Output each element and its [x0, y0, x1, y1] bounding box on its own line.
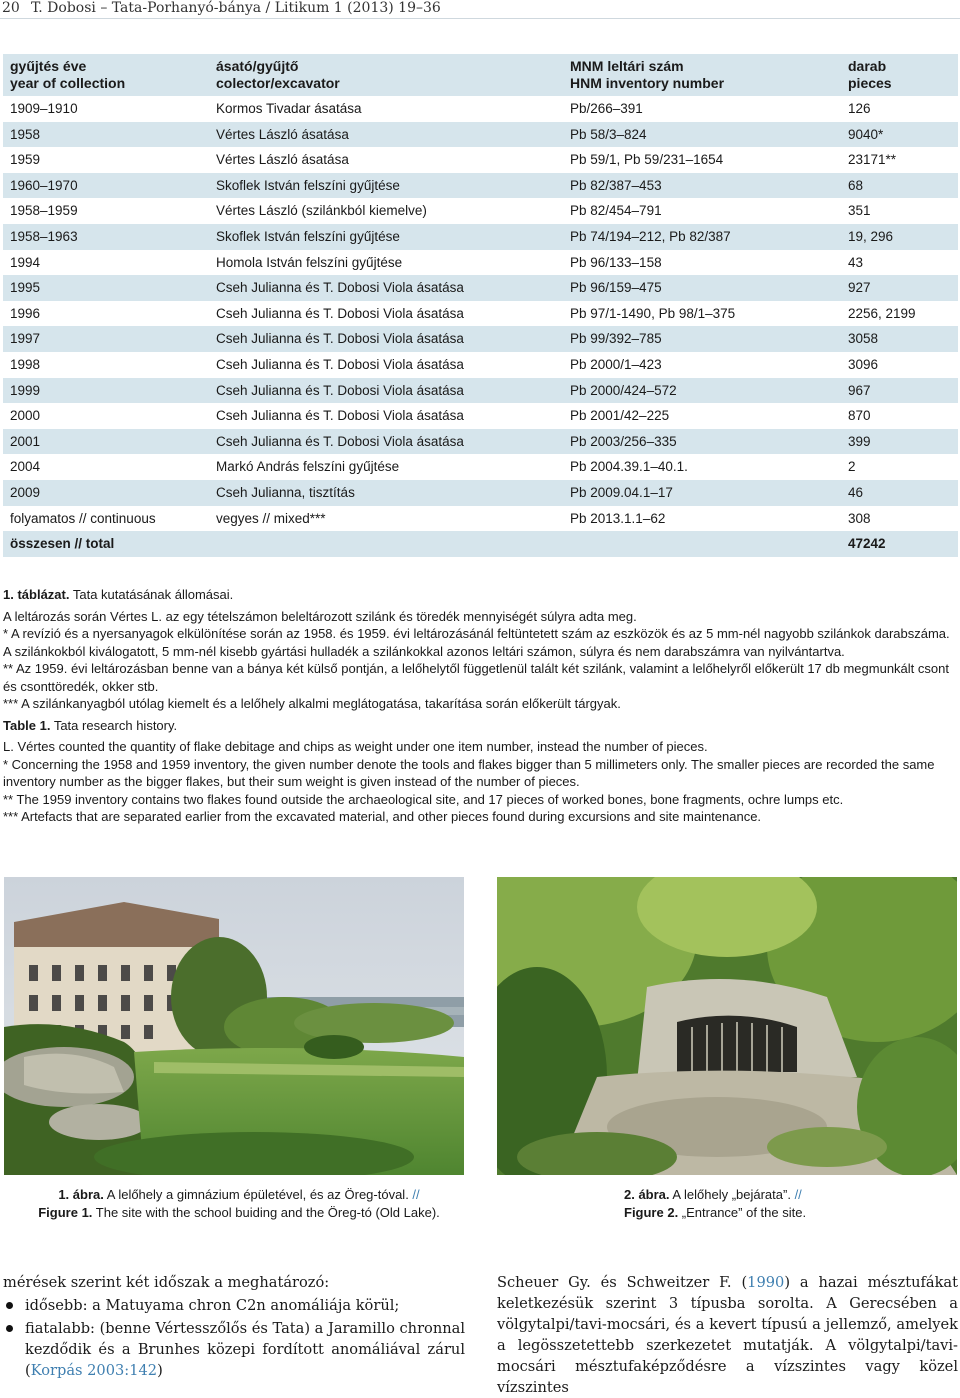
inventory-cell: Pb 96/133–158 [570, 254, 662, 270]
year-cell: 1958–1963 [10, 228, 78, 244]
note-en: *** Artefacts that are separated earlier from the excavated material, and other pieces found during excursions and site maintenance. [3, 809, 762, 824]
table-row [3, 378, 958, 404]
inventory-cell: Pb 99/392–785 [570, 331, 662, 347]
excavator-cell: Cseh Julianna és T. Dobosi Viola ásatása [216, 382, 464, 398]
page-number: 20 [2, 0, 20, 16]
excavator-cell: Homola István felszíni gyűjtése [216, 254, 403, 270]
table-notes [3, 586, 958, 826]
inventory-table [3, 54, 958, 557]
inventory-cell: Pb 2000/1–423 [570, 356, 662, 372]
table-row [3, 275, 958, 301]
pieces-cell: 967 [848, 382, 871, 398]
year-cell: folyamatos // continuous [10, 510, 156, 526]
table-row [3, 96, 958, 122]
note-en: ** The 1959 inventory contains two flakes found outside the archaeological site, and 17 pieces of worked bones, bone fragments, ochre lumps etc. [3, 791, 844, 807]
bullet-icon [6, 1302, 13, 1309]
inventory-cell: Pb 2001/42–225 [570, 408, 670, 424]
pieces-cell: 399 [848, 433, 871, 449]
note-en: L. Vértes counted the quantity of flake debitage and chips as weight under one item number, instead the number of pieces. [3, 739, 708, 754]
pieces-cell: 68 [848, 177, 864, 193]
list-item: idősebb: a Matuyama chron C2n anomáliája körül; [3, 1295, 465, 1316]
inventory-cell: Pb 2000/424–572 [570, 382, 677, 398]
table-row [3, 122, 958, 148]
excavator-cell: Cseh Julianna és T. Dobosi Viola ásatása [216, 356, 464, 372]
inventory-cell: Pb/266–391 [570, 101, 643, 116]
pieces-cell: 927 [848, 280, 871, 296]
inventory-cell: Pb 2003/256–335 [570, 433, 677, 449]
body-text-right: Scheuer Gy. és Schweitzer F. (1990) a hazai mésztufákat keletkezésük szerint 3 típusba sorolta. A Gerecsében a völgytalpi/tavi-mocsári, és a kevert típusú a jellemző, amelyek a legösszetettebb szerkezetet mutatják. A völgytalpi/tavi-mocsári mésztufaképződésre a vízszintes vagy közel vízszintes [497, 1274, 958, 1396]
year-cell: 1997 [10, 331, 41, 347]
header-pieces: darab pieces [848, 58, 892, 91]
table-row [3, 301, 958, 327]
bullet-icon [6, 1325, 13, 1332]
citation-link[interactable]: Korpás 2003:142 [30, 1362, 158, 1379]
year-cell: 2004 [10, 459, 41, 475]
inventory-cell: Pb 2009.04.1–17 [570, 484, 673, 500]
figure-2-caption: 2. ábra. A lelőhely „bejárata”. // Figure 2. „Entrance” of the site. [624, 1187, 807, 1220]
year-cell: 1996 [10, 305, 41, 321]
table-row [3, 326, 958, 352]
table-row [3, 224, 958, 250]
year-cell: 1960–1970 [10, 177, 78, 193]
table-row [3, 454, 958, 480]
excavator-cell: Markó András felszíni gyűjtése [216, 459, 400, 475]
pieces-cell: 2 [848, 459, 856, 475]
inventory-cell: Pb 2013.1.1–62 [570, 510, 666, 526]
inventory-cell: Pb 74/194–212, Pb 82/387 [570, 228, 731, 244]
pieces-cell: 870 [848, 408, 871, 424]
body-intro: mérések szerint két időszak a meghatározó: [3, 1274, 330, 1291]
note-hu: ** Az 1959. évi leltározásban benne van a bánya két külső pontján, a lelőhelytől függetlenül talált két szilánk, valamint a lelőhelyről előkerült 17 db megmunkált csont és csonttöredék, okker stb. [3, 661, 949, 694]
pieces-cell: 43 [848, 254, 864, 270]
note-hu: *** A szilánkanyagból utólag kiemelt és a lelőhely alkalmi meglátogatása, takarítása során előkerült tárgyak. [3, 696, 621, 711]
excavator-cell: Vértes László ásatása [216, 152, 349, 168]
table-row [3, 480, 958, 506]
inventory-cell: Pb 59/1, Pb 59/231–1654 [570, 152, 724, 168]
pieces-cell: 351 [848, 203, 871, 219]
year-cell: 1958 [10, 126, 41, 142]
year-cell: 1998 [10, 356, 41, 372]
excavator-cell: Cseh Julianna és T. Dobosi Viola ásatása [216, 408, 464, 424]
year-cell: 2009 [10, 484, 41, 500]
pieces-cell: 126 [848, 101, 871, 116]
inventory-cell: Pb 96/159–475 [570, 280, 662, 296]
year-cell: 2001 [10, 433, 41, 449]
pieces-cell: 308 [848, 510, 871, 526]
table-row [3, 429, 958, 455]
pieces-cell: 9040* [848, 126, 884, 142]
table-header-row [3, 54, 958, 96]
excavator-cell: vegyes // mixed*** [216, 510, 326, 526]
excavator-cell: Cseh Julianna, tisztítás [216, 484, 355, 500]
year-cell: 1959 [10, 152, 41, 168]
note-hu: * A revízió és a nyersanyagok elkülönítése során az 1958. és 1959. évi leltározásánál feltüntetett szám az eszközök és az 5 mm-nél nagyobb szilánkok darabszáma. A szilánkokból kiválogatott, 5 mm-nél kisebb gyártási hulladék a szilánkokkal azonos leltári számon, súlyra és nem darabszámra van nyilvántartva. [3, 626, 950, 659]
excavator-cell: Cseh Julianna és T. Dobosi Viola ásatása [216, 305, 464, 321]
year-cell: 1999 [10, 382, 41, 398]
table-row [3, 506, 958, 532]
excavator-cell: Skoflek István felszíni gyűjtése [216, 177, 400, 193]
pieces-cell: 3096 [848, 356, 879, 372]
excavator-cell: Kormos Tivadar ásatása [216, 101, 362, 116]
pieces-cell: 46 [848, 484, 864, 500]
pieces-cell: 19, 296 [848, 228, 894, 244]
total-value: 47242 [848, 536, 886, 552]
inventory-cell: Pb 97/1-1490, Pb 98/1–375 [570, 305, 736, 321]
inventory-cell: Pb 82/387–453 [570, 177, 662, 193]
excavator-cell: Cseh Julianna és T. Dobosi Viola ásatása [216, 433, 464, 449]
header-year: gyűjtés éve year of collection [10, 58, 126, 91]
header-inventory: MNM leltári szám HNM inventory number [570, 58, 725, 91]
note-en: * Concerning the 1958 and 1959 inventory, the given number denote the tools and flakes bigger than 5 millimeters only. The smaller pieces are recorded the same inventory number as the bigger flakes, but their sum weight is given instead of the number of pieces. [3, 756, 935, 789]
year-cell: 1909–1910 [10, 101, 78, 116]
running-title: T. Dobosi – Tata-Porhanyó-bánya / Litikum 1 (2013) 19–36 [31, 0, 441, 16]
year-cell: 1994 [10, 254, 41, 270]
pieces-cell: 2256, 2199 [848, 305, 916, 321]
year-cell: 1995 [10, 280, 41, 296]
site-school-photo [4, 877, 464, 1175]
citation-link[interactable]: 1990 [747, 1274, 785, 1291]
year-cell: 2000 [10, 408, 41, 424]
excavator-cell: Skoflek István felszíni gyűjtése [216, 228, 400, 244]
table-row [3, 403, 958, 429]
excavator-cell: Cseh Julianna és T. Dobosi Viola ásatása [216, 331, 464, 347]
table-caption-en: Table 1. Tata research history. [3, 717, 178, 733]
table-row [3, 173, 958, 199]
note-hu: A leltározás során Vértes L. az egy tételszámon beleltározott szilánk és töredék mennyiségét súlyra adta meg. [3, 608, 637, 624]
page-header [0, 0, 960, 20]
header-excavator: ásató/gyűjtő colector/excavator [216, 58, 340, 91]
total-label: összesen // total [10, 536, 115, 552]
inventory-cell: Pb 82/454–791 [570, 203, 662, 219]
figure-1-caption: 1. ábra. A lelőhely a gimnázium épületével, és az Öreg-tóval. // Figure 1. The site with the school buiding and the Öreg-tó (Old Lake). [38, 1187, 440, 1220]
body-text-left [3, 1272, 465, 1383]
excavator-cell: Cseh Julianna és T. Dobosi Viola ásatása [216, 280, 464, 296]
inventory-cell: Pb 58/3–824 [570, 126, 647, 142]
inventory-cell: Pb 2004.39.1–40.1. [570, 459, 688, 475]
table-row [3, 147, 958, 173]
excavator-cell: Vértes László ásatása [216, 126, 349, 142]
header-rule [0, 18, 960, 19]
site-entrance-photo [497, 877, 957, 1175]
table-caption-hu: 1. táblázat. Tata kutatásának állomásai. [3, 587, 234, 602]
list-item: fiatalabb: (benne Vértesszőlős és Tata) a Jaramillo chronnal kezdődik és a Brunhes közepi fordított anomáliával zárul (Korpás 2003:142) [3, 1318, 465, 1381]
pieces-cell: 23171** [848, 152, 897, 168]
excavator-cell: Vértes László (szilánkból kiemelve) [216, 203, 427, 219]
pieces-cell: 3058 [848, 331, 879, 347]
table-row [3, 198, 958, 224]
table-total-row [3, 531, 958, 557]
year-cell: 1958–1959 [10, 203, 78, 219]
table-row [3, 250, 958, 276]
table-row [3, 352, 958, 378]
